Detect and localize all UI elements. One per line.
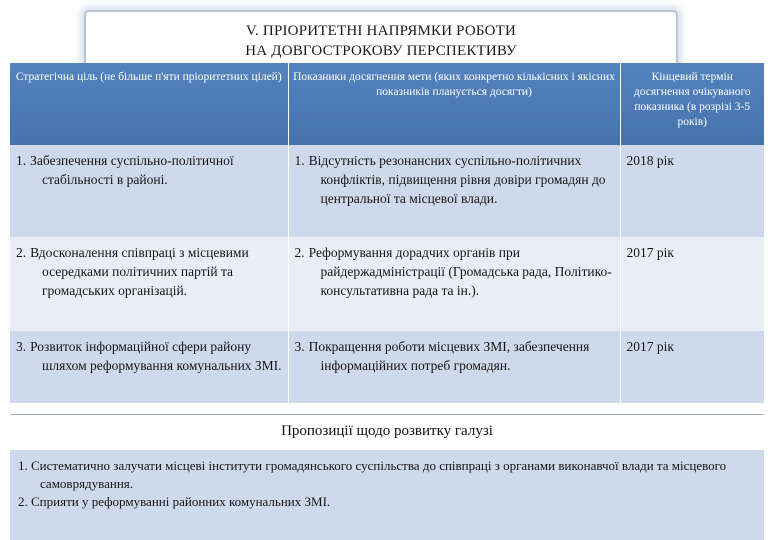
goal-cell — [10, 237, 288, 331]
header-deadline: Кінцевий термін досягнення очікуваного показника (в розрізі 3-5 років) — [620, 63, 764, 145]
list-item — [18, 457, 756, 493]
proposals-heading: Пропозиції щодо розвитку галузі — [10, 414, 764, 451]
table-header-row — [10, 63, 764, 145]
proposal-text: Систематично залучати місцеві інститути громадянського суспільства до співпраці з органами виконавчої влади та місцевого самоврядування. — [31, 458, 727, 491]
indicator-text: Реформування дорадчих органів при райдержадміністрації (Громадська рада, Політико-консультативна рада та ін.). — [308, 245, 612, 298]
indicator-number: 3. — [294, 339, 305, 354]
proposal-number: 1. — [18, 458, 28, 473]
goal-text: Вдосконалення співпраці з місцевими осередками політичних партій та громадських організацій. — [30, 245, 249, 298]
table-row — [10, 237, 764, 331]
table-row — [10, 331, 764, 403]
header-indicators: Показники досягнення мети (яких конкретно кількісних і якісних показників планується досягти) — [288, 63, 620, 145]
page-title-line-1: V. ПРІОРИТЕТНІ НАПРЯМКИ РОБОТИ — [245, 23, 517, 39]
deadline-cell: 2018 рік — [620, 145, 764, 237]
indicator-text: Відсутність резонансних суспільно-політичних конфліктів, підвищення рівня довіри громадян до центральної та місцевої влади. — [308, 153, 606, 206]
indicator-cell — [288, 331, 620, 403]
goal-text: Розвиток інформаційної сфери району шляхом реформування комунальних ЗМІ. — [30, 339, 282, 373]
header-strategic-goal: Стратегічна ціль (не більше п'яти пріоритетних цілей) — [10, 63, 288, 145]
goal-number: 2. — [16, 245, 27, 260]
proposal-text: Сприяти у реформуванні районних комунальних ЗМІ. — [31, 494, 331, 509]
goal-cell — [10, 145, 288, 237]
priorities-table — [10, 63, 764, 403]
indicator-cell — [288, 237, 620, 331]
table-row — [10, 145, 764, 237]
list-item — [18, 493, 756, 511]
deadline-cell: 2017 рік — [620, 237, 764, 331]
goal-number: 3. — [16, 339, 27, 354]
indicator-number: 1. — [294, 153, 305, 168]
goal-cell — [10, 331, 288, 403]
indicator-cell — [288, 145, 620, 237]
deadline-cell: 2017 рік — [620, 331, 764, 403]
goal-number: 1. — [16, 153, 27, 168]
proposal-number: 2. — [18, 494, 28, 509]
indicator-number: 2. — [294, 245, 305, 260]
indicator-text: Покращення роботи місцевих ЗМІ, забезпечення інформаційних потреб громадян. — [308, 339, 590, 373]
page-title-line-2: НА ДОВГОСТРОКОВУ ПЕРСПЕКТИВУ — [245, 43, 517, 59]
goal-text: Забезпечення суспільно-політичної стабільності в районі. — [30, 153, 234, 187]
proposals-list — [10, 450, 764, 540]
